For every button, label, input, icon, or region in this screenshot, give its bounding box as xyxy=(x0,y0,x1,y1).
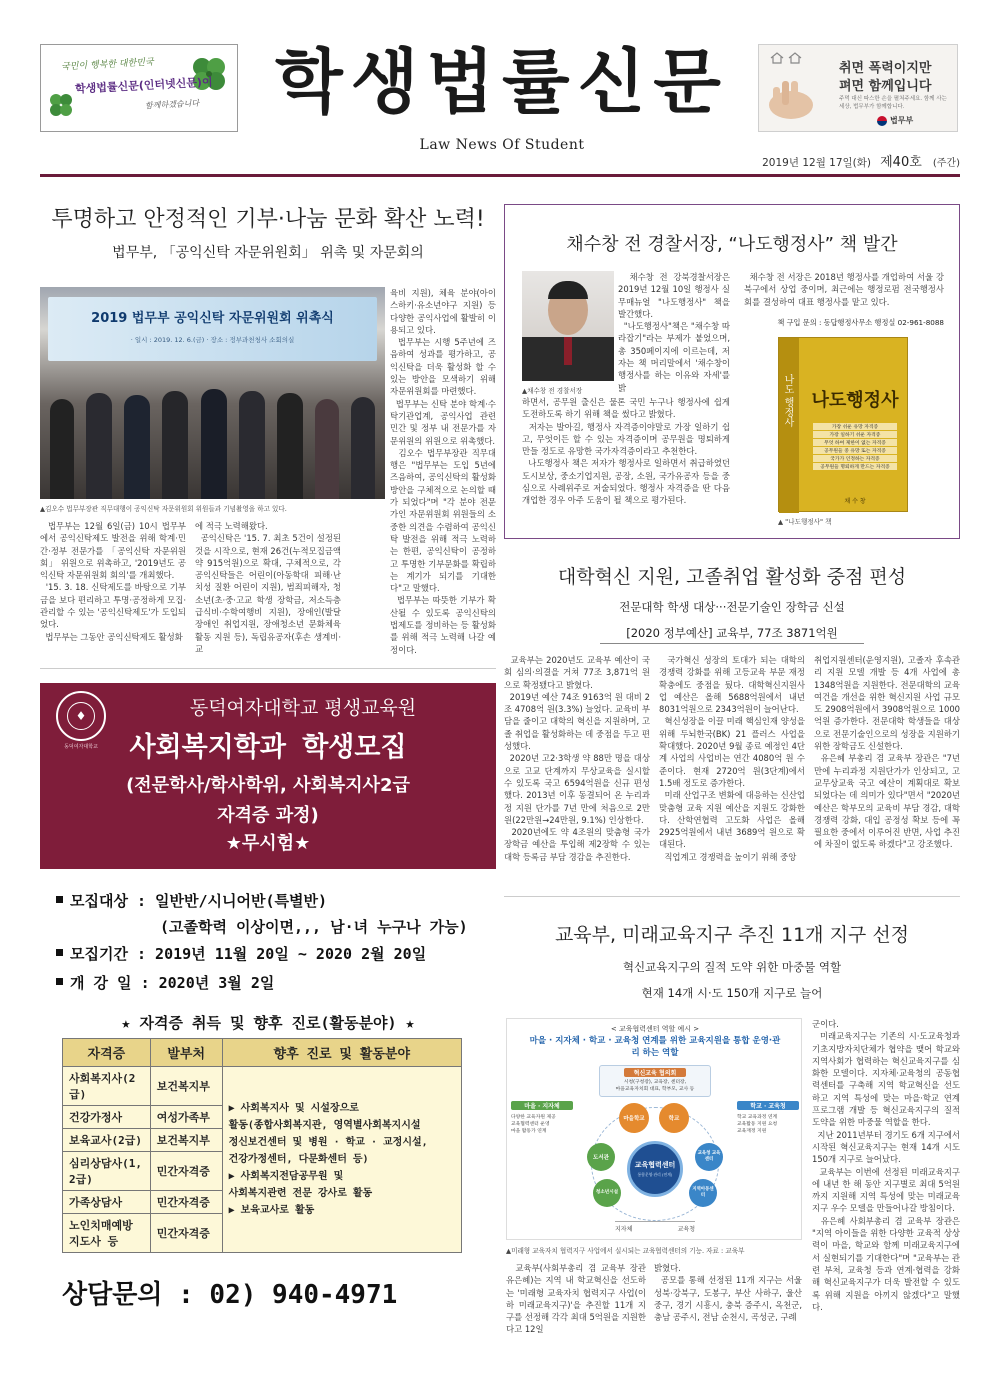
right-ad-small: 주먹 대신 따스한 손을 펼쳐주세요. 함께 사는 세상, 법무부가 함께합니다. xyxy=(839,96,947,110)
education-office-circle xyxy=(695,1143,723,1171)
article3-sub2: [2020 정부예산] 교육부, 77조 3871억원 xyxy=(626,626,838,640)
sub-rule xyxy=(600,643,864,644)
village-school-circle xyxy=(619,1103,649,1133)
emblem-icon: ♦ xyxy=(75,709,87,723)
left-panel-item: 마을 활동가 연계 xyxy=(511,1129,547,1134)
book-title: 나도행정사 xyxy=(811,390,899,411)
masthead-rule xyxy=(40,174,960,177)
right-panel xyxy=(737,1101,799,1165)
right-panel-label: 학교 · 교육청 xyxy=(737,1101,799,1110)
emblem-text: 동덕여자대학교 xyxy=(64,744,98,750)
ministry-name: 법무부 xyxy=(890,116,914,125)
clover-icon xyxy=(45,89,77,121)
article1-col1: 법무부는 12월 6일(금) 10시 법무부에서 공익신탁제도 발전을 위해 학계·민간·정부 전문가를 「공익신탁 자문위원회」 위원으로 위촉하고, '2019년도 공익신탁 자문위원회 회의'를 개최했다. '15. 3. 18. 신탁제도를 바탕으로 기부금을 보다 편리하고 투명·공정하게 모집·관리할 수 있는 '공익신탁제도'가 도입되었다. 법무부는 그동안 공익신탁제도 활성화 xyxy=(40,521,187,642)
article4-sub1: 혁신교육지구의 질적 도약 위한 마중물 역할 xyxy=(622,960,842,974)
masthead-subtitle: Law News Of Student xyxy=(419,137,585,153)
table-header: 발부처 xyxy=(150,1039,222,1067)
author-photo-caption: ▲채수창 전 경찰서장 xyxy=(522,387,583,395)
taeguk-icon xyxy=(877,116,887,126)
article3-sub1: 전문대학 학생 대상···전문기술인 장학금 신설 xyxy=(619,600,845,614)
ad-school-name: 동덕여자대학교 평생교육원 xyxy=(189,697,417,719)
issue-date: 2019년 12월 17일(화) xyxy=(762,157,872,169)
book-author: 채 수 창 xyxy=(844,498,866,505)
left-panel-item: 교육협력센터 운영 xyxy=(511,1122,550,1127)
photo-banner-title: 2019 법무부 공익신탁 자문위원회 위촉식 xyxy=(91,311,334,326)
hand-icon xyxy=(763,69,819,125)
career-line: ▶ 사회복지전담공무원 및 xyxy=(228,1171,344,1182)
ad-info-bullet xyxy=(52,974,66,988)
masthead-title: 학생법률신문 xyxy=(275,40,729,123)
table-cell: 노인치매예방 지도사 등 xyxy=(63,1214,151,1253)
ad-start: 개 강 일 : 2020년 3월 2일 xyxy=(70,974,275,992)
diagram-caption: ▲미래형 교육자치 협력지구 사업에서 실시되는 교육협력센터의 기능. 자료 : 교육부 xyxy=(506,1247,745,1255)
left-ad-line2: 학생법률신문(인터넷신문)이 xyxy=(74,75,213,96)
book-line: 국가가 인정하는 자격증 xyxy=(813,455,897,462)
center-circle xyxy=(627,1141,683,1197)
council-title: 혁신교육 협의회 xyxy=(624,1068,686,1077)
book-line: 가장 쉬운 유망 자격증 xyxy=(813,423,897,430)
ad-sub2: 자격증 과정) xyxy=(217,805,319,826)
square-bullet-icon xyxy=(56,949,63,956)
career-line: 사회복지관련 전문 강사로 활동 xyxy=(228,1188,373,1199)
bottom-base xyxy=(615,1221,695,1235)
book-contact: 책 구입 문의 : 동답행정사무소 행정실 02-961-8088 xyxy=(777,318,944,327)
article1-photo-caption: ▲김오수 법무부장관 직무대행이 공익신탁 자문위원회 위원들과 기념촬영을 하고 있다. xyxy=(40,505,287,513)
article1-side-text: 육비 지원), 체육 분야(아이스하키·유소년야구 지원) 등 다양한 공익사업에 활발히 이용되고 있다. 법무부는 시행 5주년에 즈음하여 성과를 평가하고, 공익신탁을 더욱 활성화 할 수 있는 방안을 모색하기 위해 자문위원회를 마련했다. 법무부는 신탁 분야 학계·수탁기관업계, 공익사업 관련 민간 및 정부 내 전문가를 자문위원의 위원으로 위촉했다. 김오수 법무부장관 직무대행은 "법무부는 도입 5년에 즈음하여, 공익신탁의 활성화 방안을 구체적으로 논의할 때가 되었다"며 "각 분야 전문가인 자문위원회 위원들의 소중한 의견을 수렴하여 공익신탁 발전을 위해 적극 노력하는 한편, 공익신탁이 공정하고 투명한 기부문화를 확립하는 계기가 되기를 기대한다"고 말했다. 법무부는 따뜻한 기부가 확산될 수 있도록 공익신탁의 법제도를 정비하는 등 활성화를 위해 적극 노력해 나갈 예정이다. xyxy=(390,288,497,655)
right-panel-item: 학교 교육과정 연계 xyxy=(737,1115,778,1120)
bottom-left-label: 지자체 xyxy=(615,1226,633,1233)
table-cell: 여성가족부 xyxy=(150,1106,222,1129)
diagram-title: < 교육협력센터 역할 예시 > xyxy=(610,1025,700,1033)
photo-people xyxy=(50,382,375,499)
table-cell: 보육교사(2급) xyxy=(63,1129,151,1152)
book-side-title: 나도 행정사 xyxy=(782,374,793,428)
right-ad-line2: 펴면 함께입니다 xyxy=(839,79,932,94)
table-header: 향후 진로 및 활동분야 xyxy=(222,1039,461,1067)
article4-headline: 교육부, 미래교육지구 추진 11개 지구 선정 xyxy=(554,924,910,946)
youth-facility-circle xyxy=(593,1179,621,1207)
ad-period: 모집기간 : 2019년 11월 20일 ~ 2020 2월 20일 xyxy=(70,945,427,963)
school-label: 학교 xyxy=(668,1116,680,1122)
left-ad-line3: 함께하겠습니다 xyxy=(144,98,200,111)
article3-headline: 대학혁신 지원, 고졸취업 활성화 중점 편성 xyxy=(557,566,907,588)
table-cell: 보건복지부 xyxy=(150,1067,222,1106)
table-cell: 건강가정사 xyxy=(63,1106,151,1129)
center-sublabel: 통합운영·관리 (연계) xyxy=(637,1172,673,1177)
ad-sub1: (전문학사/학사학위, 사회복지사2급 xyxy=(126,775,410,796)
photo-banner xyxy=(48,297,377,361)
council-box xyxy=(599,1065,711,1097)
article-divider xyxy=(504,896,960,897)
right-ad-line1: 취면 폭력이지만 xyxy=(839,61,932,76)
article1-subheadline: 법무부, 「공익신탁 자문위원회」 위촉 및 자문회의 xyxy=(112,245,424,261)
ad-target-detail: (고졸학력 이상이면,,, 남·녀 누구나 가능) xyxy=(160,918,468,936)
local-center-circle xyxy=(689,1179,717,1207)
table-cell: 민간자격증 xyxy=(150,1214,222,1253)
school-circle xyxy=(659,1103,689,1133)
education-office-label: 교육청 교육센터 xyxy=(697,1151,721,1162)
career-line: ▶ 보육교사로 활동 xyxy=(228,1205,315,1216)
article4-col-right: 군이다. 미래교육지구는 기존의 시·도교육청과 기초지방자치단체가 협약을 맺어 학교와 지역사회가 협력하는 혁신교육지구를 심화한 모델이다. 지자체·교육청의 공동협력센터를 구축해 지역 학교혁신을 선도하고 지역 특성에 맞는 마을·학교 연계 프로그램 개발 등 혁신교육지구의 질적 도약을 위한 마중물 역할을 한다. 지난 2011년부터 경기도 6개 지구에서 시작된 혁신교육지구는 현재 14개 시도 150개 지구로 늘어났다. 교육부는 이번에 선정된 미래교육지구에 내년 한 해 동안 지구별로 최대 5억원까지 지원해 지역 특성에 맞는 미래교육지구 우수 모델을 만들어나갈 방침이다. 유은혜 사회부총리 겸 교육부 장관은 "지역 아이들을 위한 다양한 교육적 상상력이 마을, 학교와 함께 미래교육지구에서 실현되기를 기대한다"며 "교육부는 관련 부처, 교육청 등과 연계·협력을 강화해 혁신교육지구가 더욱 발전할 수 있도록 위해 지원을 아끼지 않겠다"고 말했다. xyxy=(812,1019,961,1312)
ad-header[interactable] xyxy=(40,683,496,869)
village-school-label: 마을학교 xyxy=(623,1116,645,1122)
article2-col1a: 채수창 전 강북경찰서장은 2019년 12월 10일 행정사 실무매뉴얼 "나도행정사" 책을 발간했다. "나도행정사"책은 "채수창 따라잡기"라는 부제가 붙었으며, 총 350페이지에 이르는데, 저자는 책 머리말에서 '채수창이 행정사를 하는 이유와 자세'를 밝 xyxy=(618,272,731,393)
ad-info-bullet xyxy=(52,892,66,906)
career-line: 건강가정센터, 다문화센터 등) xyxy=(228,1154,369,1165)
left-panel-item: 다양한 교육자원 제공 xyxy=(511,1115,556,1120)
left-panel xyxy=(511,1101,573,1165)
ad-info-bullet xyxy=(52,945,66,959)
article1-col2: 에 적극 노력해왔다. 공익신탁은 '15. 7. 최초 5건이 설정된 것을 시작으로, 현재 26건(누적모집금액 약 915억원)으로 확대, 구체적으로, 각 공익신탁들은 어린이(아동학대 피해·난치성 질환 어린이 지원), 범죄피해자, 청소년(초·중·고교 학생 장학금, 저소득층 급식비·수학여행비 지원), 장애인(발달장애인 취업지원, 장애청소년 문화체육활동 지원 등), 독립유공자(후손 생계비·교 xyxy=(195,521,342,654)
career-cell xyxy=(222,1067,461,1253)
local-center-label: 지역아동센터 xyxy=(692,1187,714,1198)
diagram-banner: 마을 · 지자체 · 학교 · 교육청 연계를 위한 교육지원을 통합 운영·관리 하는 역할 xyxy=(529,1036,781,1058)
photo-banner-date: · 일시 : 2019. 12. 6.(금) · 장소 : 정부과천청사 소회의실 xyxy=(130,336,295,344)
right-panel-item: 교육재정 지원 xyxy=(737,1129,767,1134)
ministry-logo xyxy=(877,115,913,126)
career-line: ▶ 사회복지사 및 시설장으로 xyxy=(228,1103,359,1114)
article4-col1: 교육부(사회부총리 겸 교육부 장관 유은혜)는 지역 내 학교혁신을 선도하는 '미래형 교육자치 협력지구 사업(이하 미래교육지구)'을 추진할 11개 지구를 선정해 각각 최대 5억원을 지원한다고 12일 xyxy=(506,1263,649,1335)
table-cell: 보건복지부 xyxy=(150,1129,222,1152)
article3-col1: 교육부는 2020년도 교육부 예산이 국회 심의·의결을 거쳐 77조 3,871억 원으로 확정됐다고 밝혔다. 2019년 예산 74조 9163억 원 대비 2조 4708억 원(3.3%) 늘었다. 교육비 부담을 줄이고 대학의 혁신을 지원하며, 고졸 취업을 활성화하는 데 중점을 두고 편성했다. 2020년 고2·3학생 약 88만 명을 대상으로 고교 단계까지 무상교육을 실시할 수 있도록 국고 6594억원을 신규 편성했다. 2013년 이후 동결되어 온 누리과정 지원 단가를 7년 만에 처음으로 2만원(22만원→24만원, 9.1%) 인상한다. 2020년에도 약 4조원의 맞춤형 국가장학금 예산을 투입해 제2장학 수 있는 대학 등록금 부담 경감을 추진한다. xyxy=(504,655,651,862)
right-panel-item: 교육활동 지원 요청 xyxy=(737,1122,778,1127)
issue-info xyxy=(660,151,960,170)
left-ad-line1: 국민이 행복한 대한민국 xyxy=(60,57,154,73)
ad-title: 사회복지학과 학생모집 xyxy=(129,732,407,763)
table-row xyxy=(63,1067,462,1106)
career-line: 정신보건센터 및 병원 · 학교 · 교정시설, xyxy=(228,1137,428,1148)
qualification-table xyxy=(62,1038,462,1250)
youth-facility-label: 청소년시설 xyxy=(595,1190,619,1195)
education-center-diagram xyxy=(506,1018,802,1240)
ad-target: 모집대상 : 일반반/시니어반(특별반) xyxy=(70,892,328,910)
article1-photo xyxy=(40,287,385,499)
article3-col2: 국가혁신 성장의 토대가 되는 대학의 경쟁력 강화를 위해 고등교육 부문 재정 확충에도 중점을 뒀다. 대학혁신지원사업 예산은 올해 5688억원에서 내년 8031억원으로 2343억원이 늘어난다. 혁신성장을 이끌 미래 핵심인재 양성을 위해 두뇌한국(BK) 21 플러스 사업을 확대했다. 2020년 9월 종료 예정인 4단계 사업의 사업비는 연간 4080억 원 수준이다. 현재 2720억 원(3단계)에서 1.5배 정도로 증가한다. 미래 산업구조 변화에 대응하는 신산업 맞춤형 교육 지원 예산을 지원도 강화한다. 산학연협력 고도화 사업은 올해 2925억원에서 내년 3689억 원으로 확대된다. 직업계고 경쟁력을 높이기 위해 중앙 xyxy=(659,655,806,862)
library-label: 도서관 xyxy=(593,1155,609,1161)
book-line: 가장 일하기 쉬운 자격증 xyxy=(813,431,897,438)
article3-col3: 취업지원센터(운영지원), 고졸자 후속관리 지원 모델 개발 등 4개 사업에 총 1348억원을 지원한다. 전문대학의 교육여건을 개선을 위한 혁신지원 사업 규모도 2908억원에서 3908억원으로 1000억원 증가한다. 전문대학 학생들을 대상으로 전문기술인으로의 성장을 지원하기 위한 장학금도 신설한다. 유은혜 부총리 겸 교육부 장관은 "7년만에 누리과정 지원단가가 인상되고, 고교무상교육 국고 예산이 계획대로 확보되었다는 데 의미가 있다"면서 "2020년 예산은 학부모의 교육비 부담 경감, 대학경쟁력 강화, 대입 공정성 확보 등에 꼭 필요한 중에서 이루어진 반면, 사업 추진에 차질이 없도록 하겠다"고 강조했다. xyxy=(814,655,960,850)
book-contents xyxy=(813,422,897,471)
article4-col2: 밝혔다. 공모를 통해 선정된 11개 지구는 서울 성북·강북구, 도봉구, 부산 사하구, 울산 중구, 경기 시흥시, 충북 증주시, 옥천군, 충남 공주시, 전남 순천시, 곡성군, 구례 xyxy=(654,1263,803,1323)
book-caption: ▲ "나도행정사" 책 xyxy=(778,518,832,526)
ad-table-heading: ★ 자격증 취득 및 향후 진로(활동분야) ★ xyxy=(121,1014,415,1032)
article2-col2: 채수창 전 서장은 2018년 행정사를 개업하여 서울 강북구에서 상업 중이며, 최근에는 행정로펌 전국행정사회를 결성하여 대표 행정사를 맡고 있다. xyxy=(744,272,944,307)
square-bullet-icon xyxy=(56,978,63,985)
council-line2: 마을교육자치회 대표, 학부모, 교사 등 xyxy=(615,1087,695,1092)
article4-sub2: 현재 14개 시·도 150개 지구로 늘어 xyxy=(641,986,823,1000)
issue-number: 제40호 xyxy=(880,155,922,170)
book-line: 무엇 하여 제한이 없는 자격증 xyxy=(813,439,897,446)
square-bullet-icon xyxy=(56,896,63,903)
house-icon xyxy=(769,51,817,65)
council-line1: 시청(구청장), 교육장, 센터장, xyxy=(623,1080,687,1085)
book-cover xyxy=(778,337,908,512)
table-cell: 사회복지사(2급) xyxy=(63,1067,151,1106)
table-header: 자격증 xyxy=(63,1039,151,1067)
table-cell: 민간자격증 xyxy=(150,1152,222,1191)
library-circle xyxy=(587,1143,615,1171)
bottom-right-label: 교육청 xyxy=(677,1226,695,1233)
book-line: 공무원들 중 유망 또는 자격증 xyxy=(813,447,897,454)
article2-headline: 채수창 전 경찰서장, “나도행정사” 책 발간 xyxy=(566,234,898,255)
career-line: 활동(종합사회복지관, 영역별사회복지시설 xyxy=(228,1120,421,1131)
right-banner-ad[interactable] xyxy=(758,44,958,132)
ad-contact-phone[interactable]: 상담문의 : 02) 940-4971 xyxy=(62,1280,398,1310)
center-label: 교육협력센터 xyxy=(634,1161,676,1169)
left-panel-label: 마을 · 지자체 xyxy=(511,1101,573,1110)
table-cell: 민간자격증 xyxy=(150,1191,222,1214)
book-line: 공무원들 명퇴하게 만드는 자격증 xyxy=(813,463,897,470)
article2-col1b: 하면서, 공무원 출신은 물론 국민 누구나 행정사에 쉽게 도전하도록 하기 위해 책을 썼다고 밝혔다. 저자는 발아길, 행정사 자격증이야말로 가장 일하기 쉽고, 무엇이든 할 수 있는 자격증이며 공무원을 명퇴하게 만들 정도로 유망한 국가자격증이라고 추천한다. 나도행정사 책은 저자가 행정사로 일하면서 취급하였던 도시보상, 중소기업지원, 공장, 소원, 국가유공자 등을 중심으로 사례위주로 저술되었다. 행정사 자격증을 딴 다음 개업한 경우 아주 도움이 될 책으로 평가된다. xyxy=(522,397,730,506)
table-cell: 심리상담사(1, 2급) xyxy=(63,1152,151,1191)
author-photo xyxy=(522,271,614,381)
left-banner-ad[interactable] xyxy=(40,44,238,132)
issue-type: (주간) xyxy=(932,158,960,169)
table-cell: 가족상담사 xyxy=(63,1191,151,1214)
article1-headline: 투명하고 안정적인 기부·나눔 문화 확산 노력! xyxy=(51,207,485,232)
ad-no-exam: ★무시험★ xyxy=(225,833,311,854)
article-divider xyxy=(40,668,496,669)
